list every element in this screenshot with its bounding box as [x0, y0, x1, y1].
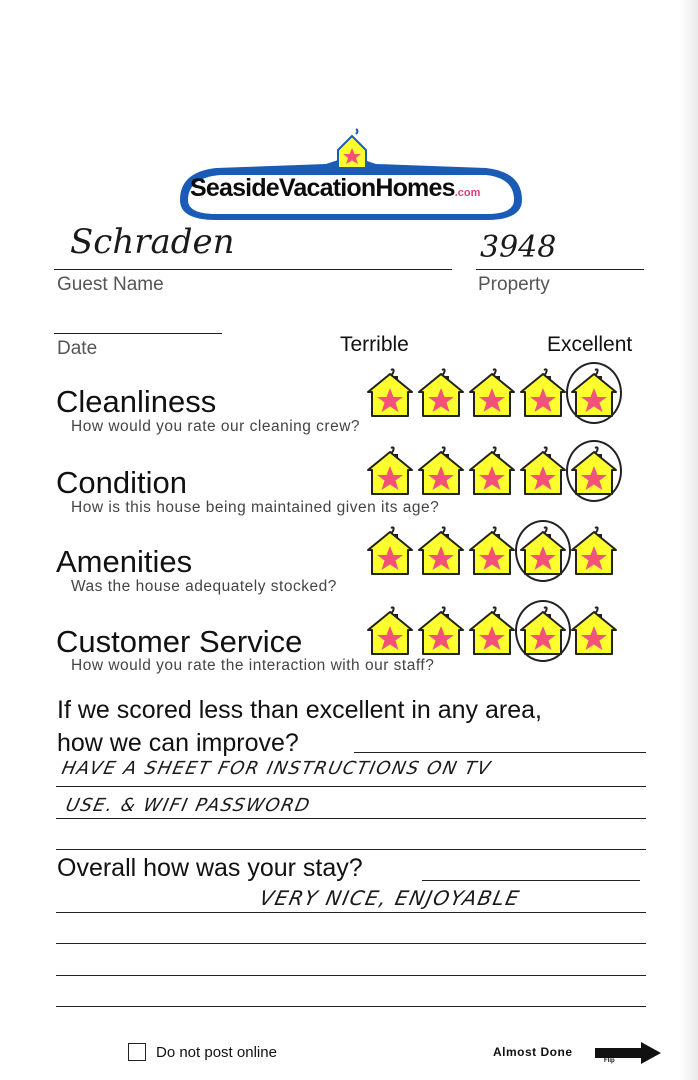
improve-question-line1: If we scored less than excellent in any area,	[57, 696, 542, 724]
rating-condition	[366, 446, 618, 498]
property-line	[476, 269, 644, 270]
date-label: Date	[57, 338, 98, 359]
improve-answer-line2: USE. & WIFI PASSWORD	[63, 795, 313, 816]
overall-line-3	[56, 975, 646, 976]
rating-house-icon[interactable]	[570, 368, 618, 420]
rating-house-icon[interactable]	[468, 606, 516, 658]
category-question-condition: How is this house being maintained given its age?	[71, 499, 440, 516]
almost-done-label: Almost Done	[493, 1045, 573, 1059]
property-label: Property	[478, 274, 550, 295]
overall-line-0	[422, 880, 640, 881]
overall-question: Overall how was your stay?	[57, 854, 363, 882]
rating-customer-service	[366, 606, 618, 658]
rating-house-icon[interactable]	[570, 606, 618, 658]
rating-house-icon[interactable]	[417, 368, 465, 420]
scale-low-label: Terrible	[340, 333, 409, 356]
logo-badge-icon	[176, 122, 526, 222]
rating-house-icon[interactable]	[519, 368, 567, 420]
category-question-cleanliness: How would you rate our cleaning crew?	[71, 418, 361, 435]
overall-line-2	[56, 943, 646, 944]
scale-high-label: Excellent	[547, 333, 633, 356]
rating-house-icon[interactable]	[366, 526, 414, 578]
improve-line-2	[56, 818, 646, 819]
rating-house-icon[interactable]	[417, 446, 465, 498]
rating-house-icon[interactable]	[366, 368, 414, 420]
overall-line-1	[56, 912, 646, 913]
improve-line-1	[56, 786, 646, 787]
rating-house-icon[interactable]	[468, 446, 516, 498]
rating-house-icon[interactable]	[570, 446, 618, 498]
rating-house-icon[interactable]	[519, 526, 567, 578]
rating-house-icon[interactable]	[366, 606, 414, 658]
improve-line-0	[354, 752, 646, 753]
category-question-customer-service: How would you rate the interaction with our staff?	[71, 657, 435, 674]
rating-house-icon[interactable]	[570, 526, 618, 578]
rating-house-icon[interactable]	[519, 606, 567, 658]
rating-house-icon[interactable]	[417, 606, 465, 658]
brand-logo	[176, 122, 526, 222]
category-title-condition: Condition	[56, 465, 187, 500]
card-edge	[680, 0, 698, 1080]
rating-house-icon[interactable]	[366, 446, 414, 498]
rating-house-icon[interactable]	[417, 526, 465, 578]
selected-rating-circle	[515, 600, 571, 662]
category-title-customer-service: Customer Service	[56, 624, 303, 659]
rating-cleanliness	[366, 368, 618, 420]
do-not-post-checkbox[interactable]	[128, 1043, 146, 1061]
do-not-post-label: Do not post online	[156, 1044, 277, 1061]
category-title-cleanliness: Cleanliness	[56, 384, 217, 419]
overall-line-4	[56, 1006, 646, 1007]
guest-name-line	[54, 269, 452, 270]
rating-house-icon[interactable]	[519, 446, 567, 498]
rating-house-icon[interactable]	[468, 368, 516, 420]
brand-name: SeasideVacationHomes.com	[190, 174, 481, 202]
category-title-amenities: Amenities	[56, 544, 193, 579]
rating-house-icon[interactable]	[468, 526, 516, 578]
guest-name-value: Schraden	[70, 222, 235, 262]
selected-rating-circle	[515, 520, 571, 582]
selected-rating-circle	[566, 440, 622, 502]
overall-answer: VERY NICE, ENJOYABLE	[257, 886, 523, 910]
improve-line-3	[56, 849, 646, 850]
selected-rating-circle	[566, 362, 622, 424]
property-value: 3948	[480, 230, 557, 265]
date-line	[54, 333, 222, 334]
rating-amenities	[366, 526, 618, 578]
category-question-amenities: Was the house adequately stocked?	[71, 578, 337, 595]
guest-name-label: Guest Name	[57, 274, 164, 295]
improve-answer-line1: HAVE A SHEET FOR INSTRUCTIONS ON TV	[59, 758, 494, 779]
improve-question-line2: how we can improve?	[57, 729, 299, 757]
flip-label: Flip	[604, 1058, 615, 1064]
